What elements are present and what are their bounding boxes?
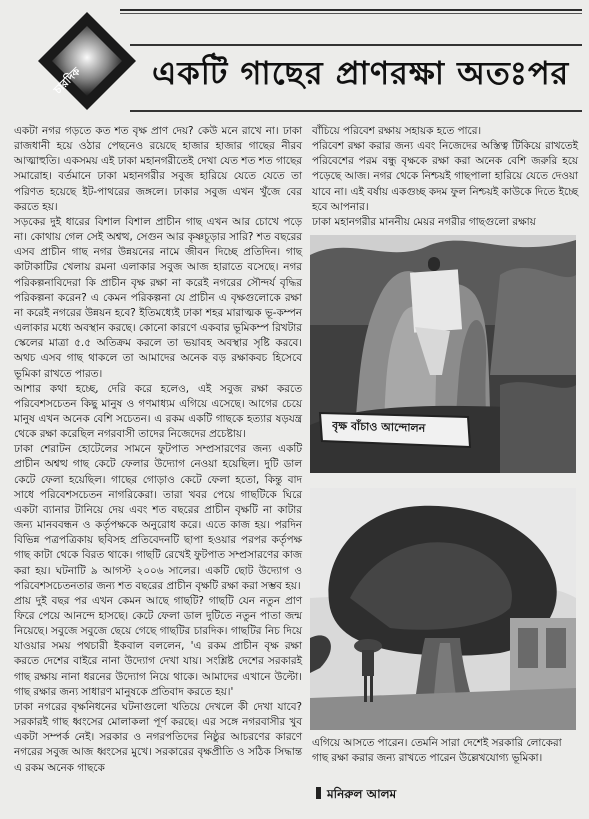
photo-tree-street (310, 488, 576, 730)
author-name: মনিরুল আলম (327, 787, 397, 801)
top-rule-thin (120, 13, 582, 14)
paragraph: সড়কের দুই ধারের বিশাল বিশাল প্রাচীন গাছ এখন আর চোখে পড়ে না। কোথায় গেল সেই অশ্বত্থ, সেগুন আর কৃষ্ণচূড়ার সারি? শত বছরের এসব প্রাচীন গাছ নগর উন্নয়নের নামে জীবন দিচ্ছে প্রতিদিন। গাছ কাটাকাটির খেলায় রমনা এলাকার সবুজ আজ হারাতে বসেছে। নগর পরিকল্পনাবিদেরা কি প্রাচীন বৃক্ষ রক্ষা না করেই নগরের সৌন্দর্য বৃদ্ধির পরিকল্পনা করেন? এ কেমন পরিকল্পনা যে প্রাচীন এ বৃক্ষগুলোকে রক্ষা না করেই নগরের উন্নয়ন হবে? ইতিমধ্যেই ঢাকা শহর মারাত্মক ভূ-কম্পন এলাকার মধ্যে অবস্থান করছে। কোনো কারণে একবার ভূমিকম্প রিখটার স্কেলের মাত্রা ৫.৫ অতিক্রম করলে তা ভয়াবহ অবস্থার সৃষ্টি করবে। অথচ এসব গাছ থাকলে তা আমাদের অনেক বড় রক্ষাকবচ হিসেবে ভূমিকা রাখতে পারত। (14, 215, 302, 380)
paragraph: বাঁচিয়ে পরিবেশ রক্ষায় সহায়ক হতে পারে। (312, 125, 482, 137)
right-column (312, 124, 578, 230)
section-badge (38, 12, 136, 110)
top-rule (120, 9, 582, 11)
paragraph: প্রায় দুই বছর পর এখন কেমন আছে গাছটি? গাছটি যেন নতুন প্রাণ ফিরে পেয়ে আনন্দে হাসছে। কেটে ফেলা ডাল দুটিতে নতুন পাতা জন্ম নিয়েছে। সবুজে সবুজে ছেয়ে গেছে গাছটির চারদিক। গাছটির নিচ দিয়ে যাওয়ার সময় পথচারী ইকবাল বললেন, 'এ রকম প্রাচীন বৃক্ষ রক্ষা করতে দেশের বাইরে নানা উদ্যোগ দেখা যায়। সংশ্লিষ্ট দেশের সরকারই গাছ রক্ষায় নানা ধরনের উদ্যোগ নিয়ে থাকে। আমাদের এখানে উল্টো। গাছ রক্ষার জন্য সাধারণ মানুষকে প্রতিবাদ করতে হয়।' (14, 594, 302, 698)
byline (316, 786, 396, 806)
left-column (14, 124, 302, 776)
paragraph: পরিবেশ রক্ষা করার জন্য এবং নিজেদের অস্তিত্ব টিকিয়ে রাখতেই পরিবেশের পরম বন্ধু বৃক্ষকে রক্ষা করা অনেক বেশি জরুরি হয়ে পড়েছে আজ। নগর থেকে নিশ্চয়ই গাছপালা হারিয়ে যেতে দেওয়া যাবে না। এই বর্ষায় একগুচ্ছ কদম ফুল নিশ্চয়ই কাউকে দিতে ইচ্ছে হবে আপনার। (312, 140, 578, 213)
page-title: একটি গাছের প্রাণরক্ষা অতঃপর (152, 54, 570, 92)
paragraph: ঢাকা মহানগরীর মাননীয় মেয়র নগরীর গাছগুলো রক্ষায় (312, 215, 536, 228)
paragraph: ঢাকা শেরাটন হোটেলের সামনে ফুটপাত সম্প্রসারণের জন্য একটি প্রাচীন অশ্বত্থ গাছ কেটে ফেলার উদ্যোগ নেওয়া হয়েছিল। দুটি ডাল কেটে ফেলা হয়েছিল। গাছের গোড়াও কেটে ফেলা হতো, কিন্তু বাদ সাধে পরিবেশসচেতন নাগরিকেরা। তারা খবর পেয়ে গাছটিকে ঘিরে একটা ব্যানার টানিয়ে দেয় এবং শত বছরের প্রাচীন বৃক্ষটি না কাটার জন্য মানববন্ধন ও কর্তৃপক্ষকে অনুরোধ করে। এতে কাজ হয়। পরদিন বিভিন্ন পত্রপত্রিকায় ছবিসহ প্রতিবেদনটি ছাপা হওয়ার পরপর কর্তৃপক্ষ গাছ কাটা থেকে বিরত থাকে। গাছটি রেখেই ফুটপাত সম্প্রসারণের কাজ করা হয়। ঘটনাটি ৯ আগস্ট ২০০৬ সালের। একটি ছোট উদ্যোগ ও পরিবেশসচেতনতার জন্য শত বছরের প্রাচীন বৃক্ষটি রক্ষা করা সম্ভব হয়। (14, 443, 302, 592)
banner-text: বৃক্ষ বাঁচাও আন্দোলন (331, 419, 426, 435)
photo-caption: এগিয়ে আসতে পারেন। তেমনি সারা দেশেই সরকারি লোকেরা গাছ রক্ষা করার জন্য রাখতে পারেন উল্লেখযোগ্য ভূমিকা। (312, 737, 562, 764)
paragraph: আশার কথা হচ্ছে, দেরি করে হলেও, এই সবুজ রক্ষা করতে পরিবেশসচেতন কিছু মানুষ ও গণমাধ্যম এগিয়ে এসেছে। আগের চেয়ে মানুষ এখন অনেক বেশি সচেতন। এ রকম একটি গাছকে হত্যার ষড়যন্ত্র থেকে রক্ষা করেছিল নগরবাসী তাদের নিজেদের প্রচেষ্টায়। (14, 382, 302, 441)
photo-tree-banner (310, 235, 576, 473)
paragraph: একটা নগর গড়তে কত শত বৃক্ষ প্রাণ দেয়? কেউ মনে রাখে না। ঢাকা রাজধানী হয়ে ওঠার পেছনেও রয়েছে হাজার হাজার গাছের নীরব আত্মাহুতি। একসময় এই ঢাকা মহানগরীতেই দেখা যেত শত শত গাছের সমারোহ। বর্তমানে ঢাকা মহানগরীর সবুজ হারিয়ে যেতে যেতে তা পরিণত হয়েছে ইট-পাথরের জঙ্গলে। ঢাকার সবুজ এখন খুঁজে বের করতে হয়। (14, 125, 302, 213)
badge-label: চারদিক (51, 64, 84, 97)
paragraph: ঢাকা নগরের বৃক্ষনিধনের ঘটনাগুলো খতিয়ে দেখলে কী দেখা যাবে? সরকারই গাছ ধ্বংসের মোলাকলা পূর্ণ করছে। এর সঙ্গে নগরবাসীর খুব একটা সম্পর্ক নেই। সরকার ও নগরপতিদের নিষ্ঠুর আচরণের কারণে নগরের সবুজ আজ ধ্বংসের মুখে। সরকারের বৃক্ষপ্রীতি ও সঠিক সিদ্ধান্ত এ রকম অনেক গাছকে (14, 700, 302, 774)
byline-marker (316, 787, 321, 799)
